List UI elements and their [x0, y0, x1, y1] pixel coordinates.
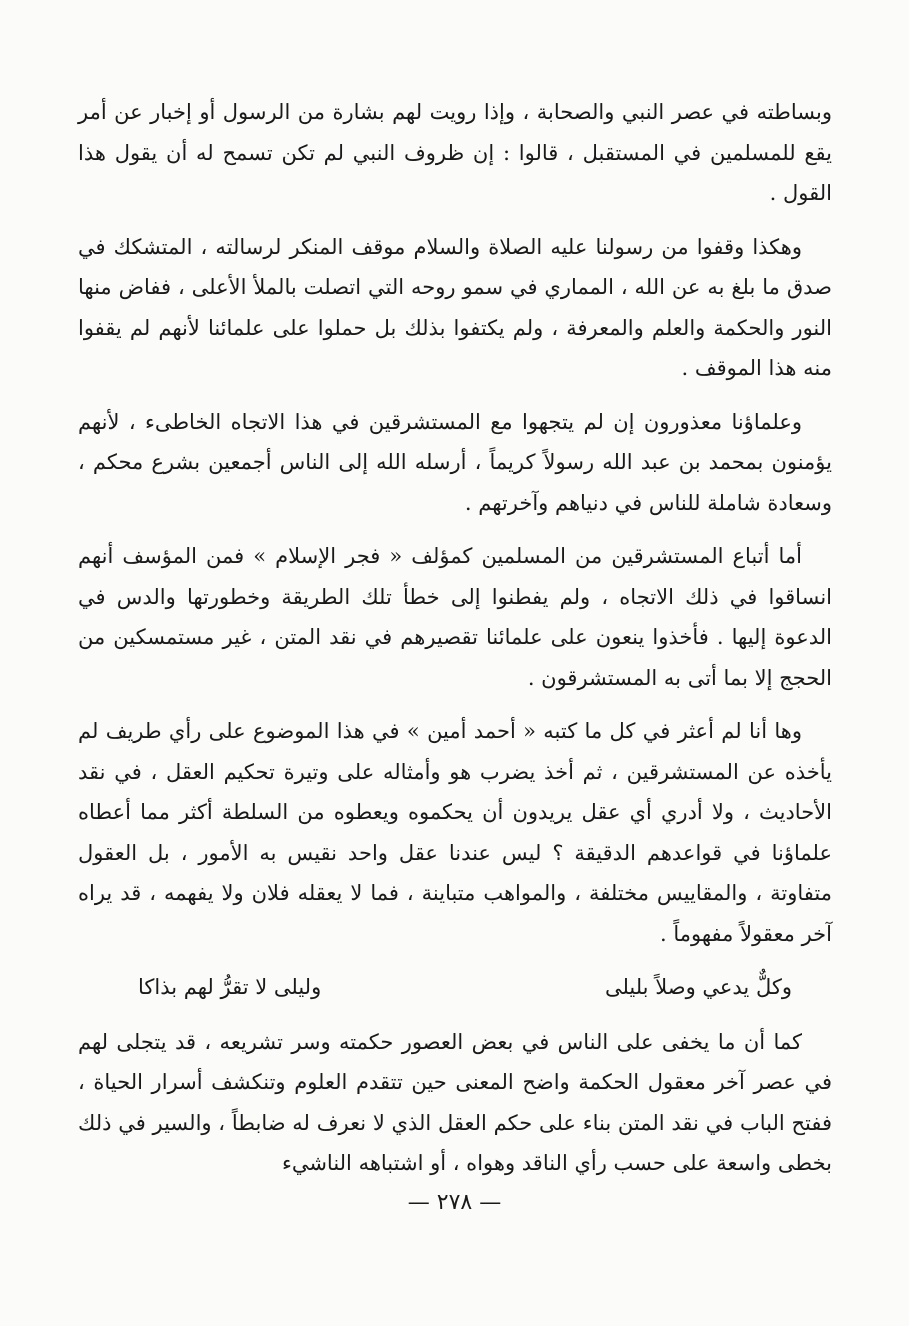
poetry-verse [138, 967, 792, 1008]
paragraph-6: كما أن ما يخفى على الناس في بعض العصور حكمته وسر تشريعه ، قد يتجلى لهم في عصر آخر معقول الحكمة واضح المعنى حين تتقدم العلوم وتنكشف أسرار الحياة ، ففتح الباب في نقد المتن بناء على حكم العقل الذي لا نعرف له ضابطاً ، والسير في ذلك بخطى واسعة على حسب رأي الناقد وهواه ، أو اشتباهه الناشيء [78, 1029, 832, 1175]
paragraph-4: أما أتباع المستشرقين من المسلمين كمؤلف « فجر الإسلام » فمن المؤسف أنهم انساقوا في ذلك الاتجاه ، ولم يفطنوا إلى خطأ تلك الطريقة وخطورتها والدس في الدعوة إليها . فأخذوا ينعون على علمائنا تقصيرهم في نقد المتن ، غير مستمسكين من الحجج إلا بما أتى به المستشرقون . [78, 544, 832, 690]
page-number: — ٢٧٨ — [407, 1190, 502, 1215]
paragraph-1: وبساطته في عصر النبي والصحابة ، وإذا رويت لهم بشارة من الرسول أو إخبار عن أمر يقع للمسلمين في المستقبل ، قالوا : إن ظروف النبي لم تكن تسمح له أن يقول هذا القول . [78, 100, 832, 205]
verse-second-hemistich: وليلى لا تقرُّ لهم بذاكا [138, 975, 322, 999]
page-body-text [78, 92, 832, 1197]
verse-first-hemistich: وكلٌّ يدعي وصلاً بليلى [604, 975, 792, 999]
paragraph-5: وها أنا لم أعثر في كل ما كتبه « أحمد أمين » في هذا الموضوع على رأي طريف لم يأخذه عن المستشرقين ، ثم أخذ يضرب هو وأمثاله على وتيرة تحكيم العقل ، في نقد الأحاديث ، ولا أدري أي عقل يريدون أن يحكموه ويعطوه من السلطة أكثر مما أعطاه علماؤنا في قواعدهم الدقيقة ؟ ليس عندنا عقل واحد نقيس به الأمور ، بل العقول متفاوتة ، والمقاييس مختلفة ، والمواهب متباينة ، فما لا يعقله فلان ولا يفهمه ، قد يراه آخر معقولاً مفهوماً . [78, 719, 832, 946]
paragraph-3: وعلماؤنا معذورون إن لم يتجهوا مع المستشرقين في هذا الاتجاه الخاطىء ، لأنهم يؤمنون بمحمد بن عبد الله رسولاً كريماً ، أرسله الله إلى الناس أجمعين بشرع محكم ، وسعادة شاملة للناس في دنياهم وآخرتهم . [78, 409, 832, 515]
paragraph-2: وهكذا وقفوا من رسولنا عليه الصلاة والسلام موقف المنكر لرسالته ، المتشكك في صدق ما بلغ به عن الله ، المماري في سمو روحه التي اتصلت بالملأ الأعلى ، ففاض منها النور والحكمة والعلم والمعرفة ، ولم يكتفوا بذلك بل حملوا على علمائنا لأنهم لم يقفوا منه هذا الموقف . [78, 234, 833, 380]
